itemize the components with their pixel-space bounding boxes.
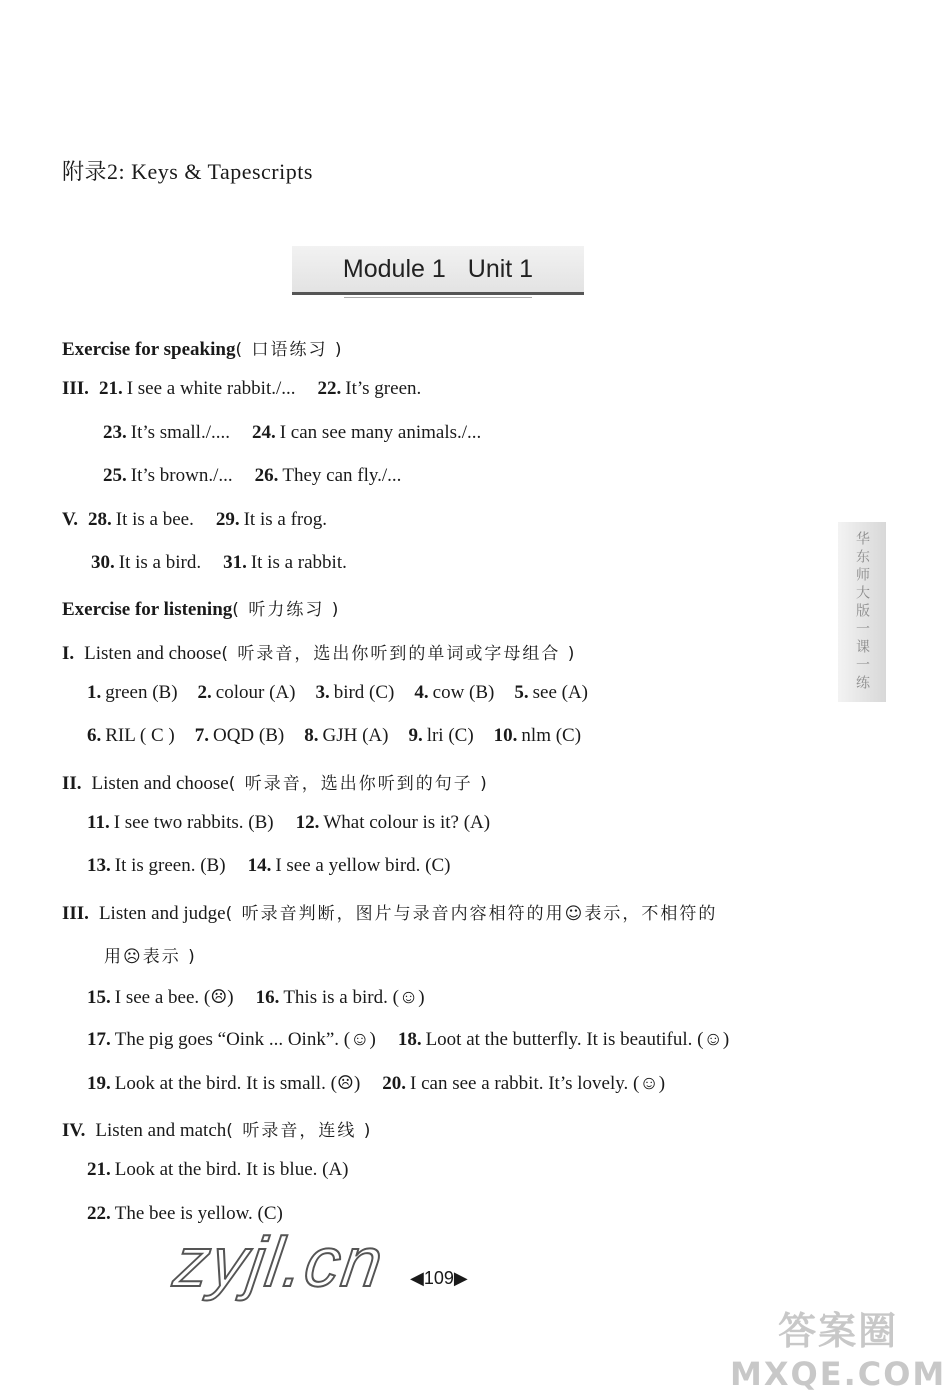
answer-text: I see a bee. (☹) — [114, 987, 234, 1008]
answer-number: 19. — [87, 1073, 111, 1094]
answer-text: This is a bird. (☺) — [283, 987, 425, 1008]
answer-line — [103, 465, 401, 487]
answer-number: 8. — [304, 725, 319, 746]
answer-number: 21. — [87, 1159, 111, 1180]
answer-number: 14. — [247, 855, 272, 876]
chinese-instruction: ( 口语练习 ) — [235, 340, 344, 360]
answer-number: 5. — [514, 682, 529, 703]
answer-number: 26. — [254, 465, 279, 486]
answer-number: 10. — [493, 725, 518, 746]
answer-text: bird (C) — [333, 682, 395, 703]
answer-line — [87, 986, 425, 1009]
answer-number: 17. — [87, 1029, 111, 1050]
answer-text: I can see many animals./... — [279, 422, 482, 443]
answer-text: It’s green. — [345, 378, 422, 399]
answer-line — [87, 812, 490, 834]
section-heading: Exercise for speaking — [62, 339, 236, 360]
answer-text: see (A) — [532, 682, 589, 703]
roman-numeral: III. — [62, 903, 89, 924]
appendix-title: 附录2: Keys & Tapescripts — [62, 159, 313, 184]
chinese-instruction: ( 听力练习 ) — [232, 600, 341, 620]
answer-number: 21. — [98, 378, 123, 399]
answer-text: It’s brown./... — [130, 465, 233, 486]
answer-number: 16. — [255, 987, 280, 1008]
answer-line — [87, 1072, 665, 1095]
answer-text: They can fly./... — [282, 465, 402, 486]
page-number: ◀109▶ — [410, 1268, 468, 1288]
answer-number: 22. — [317, 378, 342, 399]
watermark-zyjl: zyjl.cn — [169, 1223, 389, 1301]
answer-line — [62, 899, 717, 925]
chinese-instruction: ( 听录音，选出你听到的句子 ) — [228, 774, 489, 794]
exercise-label: Listen and judge — [98, 903, 226, 924]
answer-number: 31. — [223, 552, 247, 573]
answer-number: 15. — [87, 987, 111, 1008]
answer-line — [62, 509, 327, 531]
section-heading: Exercise for listening — [62, 599, 233, 620]
answer-text: It is green. (B) — [114, 855, 226, 876]
answer-number: 23. — [103, 422, 127, 443]
answer-text: I see a white rabbit./... — [126, 378, 296, 399]
answer-number: 7. — [194, 725, 209, 746]
answer-text: green (B) — [105, 682, 178, 703]
answer-text: nlm (C) — [521, 725, 582, 746]
answer-text: lri (C) — [426, 725, 474, 746]
answer-line — [104, 942, 197, 968]
roman-numeral: IV. — [62, 1120, 86, 1141]
module-label: Module 1 — [342, 254, 446, 283]
unit-label: Unit 1 — [467, 254, 534, 283]
answer-number: 12. — [295, 812, 320, 833]
answer-number: 13. — [87, 855, 111, 876]
roman-numeral: II. — [62, 773, 82, 794]
answer-line — [62, 769, 489, 795]
side-tab: 华东师大版一课一练 — [838, 522, 886, 702]
answer-number: 6. — [87, 725, 102, 746]
chinese-instruction: ( 听录音，选出你听到的单词或字母组合 ) — [221, 644, 577, 664]
answer-text: It is a frog. — [243, 509, 327, 530]
answer-text: I see two rabbits. (B) — [113, 812, 274, 833]
chinese-instruction: ( 听录音判断，图片与录音内容相符的用☺表示，不相符的 — [225, 904, 718, 924]
answer-text: colour (A) — [215, 682, 296, 703]
watermark-brand-top: 答案圈 — [778, 1309, 899, 1353]
chinese-instruction: 用☹表示 ) — [104, 947, 197, 967]
answer-line — [87, 725, 581, 747]
answer-text: Look at the bird. It is blue. (A) — [114, 1159, 349, 1180]
watermark-brand-bottom: MXQE.COM — [730, 1355, 946, 1393]
answer-number: 30. — [91, 552, 115, 573]
answer-text: RIL ( C ) — [105, 725, 175, 746]
answer-text: Look at the bird. It is small. (☹) — [114, 1073, 361, 1094]
answer-line — [62, 335, 344, 361]
answer-text: I can see a rabbit. It’s lovely. (☺) — [410, 1073, 666, 1094]
answer-number: 25. — [103, 465, 127, 486]
answer-text: It is a rabbit. — [250, 552, 347, 573]
answer-number: 2. — [197, 682, 212, 703]
answer-line — [62, 639, 576, 665]
answer-line — [87, 1159, 349, 1181]
roman-numeral: III. — [62, 378, 89, 399]
answer-text: The pig goes “Oink ... Oink”. (☺) — [114, 1029, 376, 1050]
answer-text: Loot at the butterfly. It is beautiful. (☺) — [425, 1029, 730, 1050]
answer-number: 9. — [408, 725, 423, 746]
answer-number: 24. — [251, 422, 276, 443]
answer-line — [87, 682, 588, 704]
answer-text: It is a bee. — [115, 509, 194, 530]
answer-text: It is a bird. — [118, 552, 202, 573]
exercise-label: Listen and choose — [84, 643, 222, 664]
answer-line — [87, 855, 450, 877]
answer-line — [62, 378, 421, 400]
answer-text: cow (B) — [432, 682, 495, 703]
answer-number: 18. — [397, 1029, 422, 1050]
answer-line — [87, 1029, 729, 1051]
answer-number: 20. — [382, 1073, 407, 1094]
answer-line — [91, 552, 347, 574]
answer-line — [62, 1116, 372, 1142]
answer-number: 11. — [87, 812, 110, 833]
answer-text: I see a yellow bird. (C) — [275, 855, 451, 876]
answer-number: 1. — [87, 682, 102, 703]
answer-text: GJH (A) — [322, 725, 389, 746]
exercise-label: Listen and choose — [91, 773, 229, 794]
roman-numeral: I. — [62, 643, 75, 664]
answer-number: 28. — [88, 509, 112, 530]
answer-text: What colour is it? (A) — [323, 812, 491, 833]
chinese-instruction: ( 听录音，连线 ) — [226, 1121, 373, 1141]
answer-line — [62, 595, 340, 621]
answer-text: OQD (B) — [212, 725, 285, 746]
answer-number: 4. — [414, 682, 429, 703]
answer-text: The bee is yellow. (C) — [114, 1203, 283, 1224]
module-banner — [292, 246, 584, 295]
watermark-brand — [730, 1300, 946, 1393]
roman-numeral: V. — [62, 509, 79, 530]
answer-line — [103, 422, 481, 444]
banner-underline — [344, 297, 532, 298]
exercise-label: Listen and match — [95, 1120, 227, 1141]
answer-text: It’s small./.... — [130, 422, 230, 443]
answer-number: 29. — [215, 509, 240, 530]
answer-number: 22. — [87, 1203, 111, 1224]
answer-number: 3. — [315, 682, 330, 703]
